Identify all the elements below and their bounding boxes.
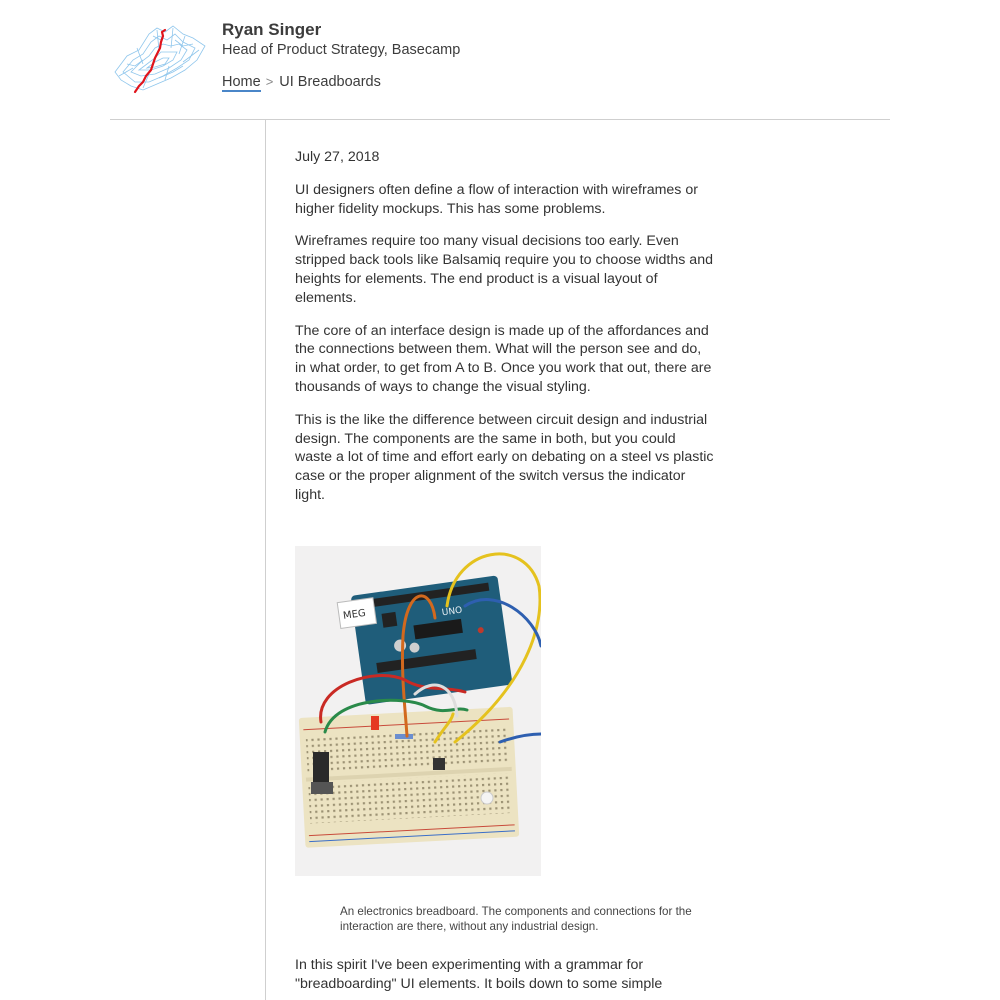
sidebar-divider — [265, 120, 266, 1000]
breadcrumb-current: UI Breadboards — [279, 74, 381, 90]
figure-caption: An electronics breadboard. The components and connections for the interaction are there, without any industrial design. — [340, 905, 692, 933]
board-label: UNO — [441, 605, 463, 619]
sticker-label: MEG — [342, 607, 367, 622]
arduino-breadboard-photo-icon — [295, 546, 541, 876]
author-title: Head of Product Strategy, Basecamp — [222, 42, 461, 58]
article-paragraph: In this spirit I've been experimenting with a grammar for "breadboarding" UI elements. It boils down to some simple — [295, 957, 663, 992]
breadboard-photo — [295, 546, 541, 876]
article-paragraph: The core of an interface design is made up of the affordances and the connections between them. What will the person see and do, in what order, to get from A to B. Once you work that out, there are thousands of ways to change the visual styling. — [295, 322, 712, 395]
breadcrumb — [222, 74, 381, 90]
breadcrumb-home-link[interactable]: Home — [222, 74, 261, 90]
breadcrumb-separator: > — [265, 74, 274, 89]
author-name: Ryan Singer — [222, 20, 322, 39]
article-paragraph: Wireframes require too many visual decisions too early. Even stripped back tools like Balsamiq require you to choose widths and heights for elements. The end product is a visual layout of elements. — [295, 233, 713, 306]
post-date: July 27, 2018 — [295, 149, 380, 165]
article-body — [295, 148, 715, 519]
site-header — [110, 0, 890, 120]
article-paragraph: UI designers often define a flow of interaction with wireframes or higher fidelity mockups. This has some problems. — [295, 181, 698, 217]
article-paragraph: This is the like the difference between circuit design and industrial design. The components are the same in both, but you could waste a lot of time and effort early on debating on a steel vs plastic case or the proper alignment of the switch versus the indicator light. — [295, 411, 714, 503]
topographic-map-logo-icon[interactable] — [113, 20, 207, 96]
